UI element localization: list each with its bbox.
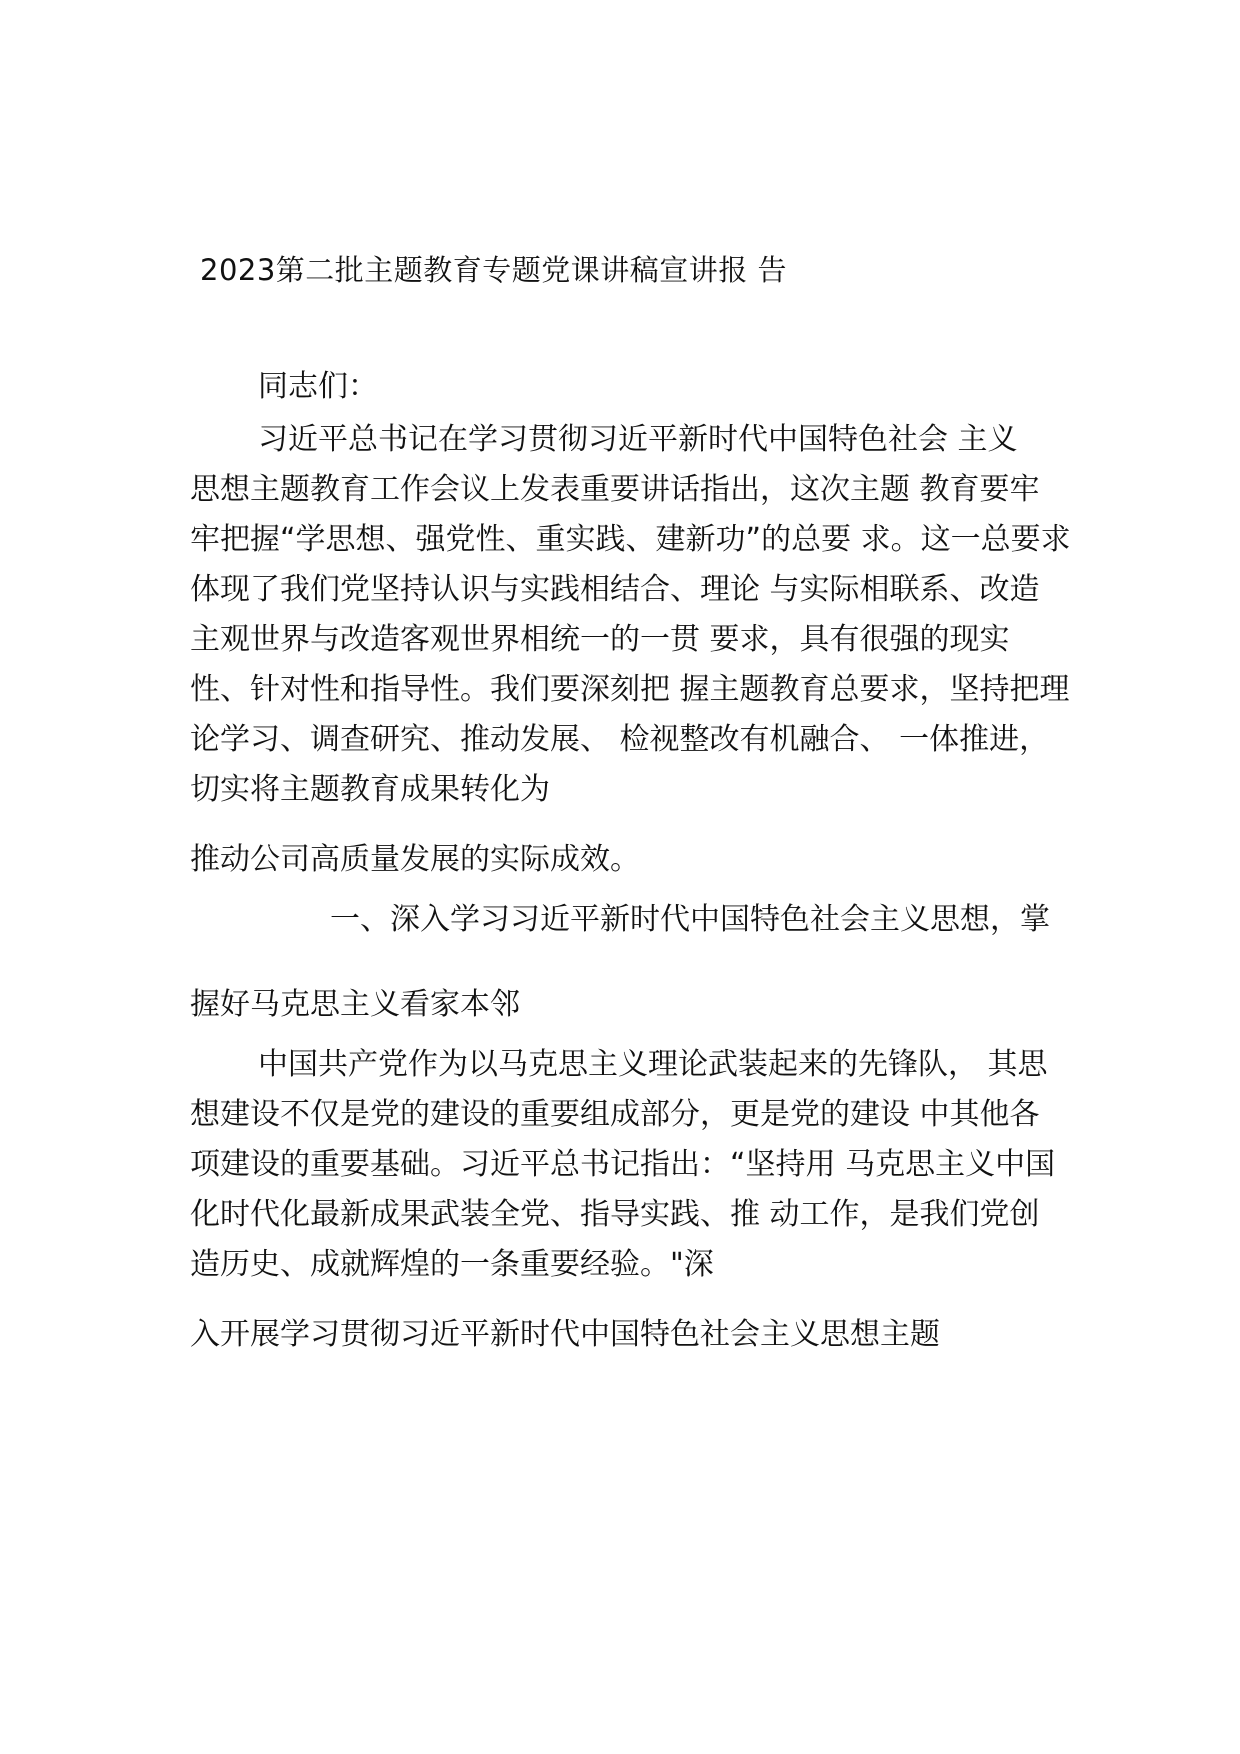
paragraph-1-line: 性、针对性和指导性。我们要深刻把 握主题教育总要求，坚持把理: [190, 672, 1070, 707]
section-heading-line: 握好马克思主义看家本邻: [190, 987, 520, 1022]
paragraph-1-line: 切实将主题教育成果转化为: [190, 772, 550, 807]
paragraph-2-line: 造历史、成就辉煌的一条重要经验。"深: [190, 1247, 714, 1282]
paragraph-1-line: 思想主题教育工作会议上发表重要讲话指出，这次主题 教育要牢: [190, 472, 1040, 507]
paragraph-1-line: 推动公司高质量发展的实际成效。: [190, 842, 640, 877]
section-heading-line: 一、深入学习习近平新时代中国特色社会主义思想，掌: [330, 902, 1050, 937]
paragraph-2-line: 化时代化最新成果武装全党、指导实践、推 动工作，是我们党创: [190, 1197, 1040, 1232]
paragraph-2-line: 入开展学习贯彻习近平新时代中国特色社会主义思想主题: [190, 1317, 940, 1352]
paragraph-2-line: 项建设的重要基础。习近平总书记指出：“坚持用 马克思主义中国: [190, 1147, 1056, 1182]
paragraph-2-line: 想建设不仅是党的建设的重要组成部分，更是党的建设 中其他各: [190, 1097, 1040, 1132]
paragraph-1-line: 体现了我们党坚持认识与实践相结合、理论 与实际相联系、改造: [190, 572, 1040, 607]
paragraph-2-line: 中国共产党作为以马克思主义理论武装起来的先锋队， 其思: [258, 1047, 1048, 1082]
paragraph-1-line: 牢把握“学思想、强党性、重实践、建新功”的总要 求。这一总要求: [190, 522, 1071, 557]
salutation: 同志们：: [258, 369, 378, 404]
paragraph-1-line: 主观世界与改造客观世界相统一的一贯 要求，具有很强的现实: [190, 622, 1010, 657]
paragraph-1-line: 习近平总书记在学习贯彻习近平新时代中国特色社会 主义: [258, 422, 1018, 457]
document-title: 2023第二批主题教育专题党课讲稿宣讲报 告: [200, 253, 788, 287]
paragraph-1-line: 论学习、调查研究、推动发展、 检视整改有机融合、 一体推进，: [190, 722, 1050, 757]
